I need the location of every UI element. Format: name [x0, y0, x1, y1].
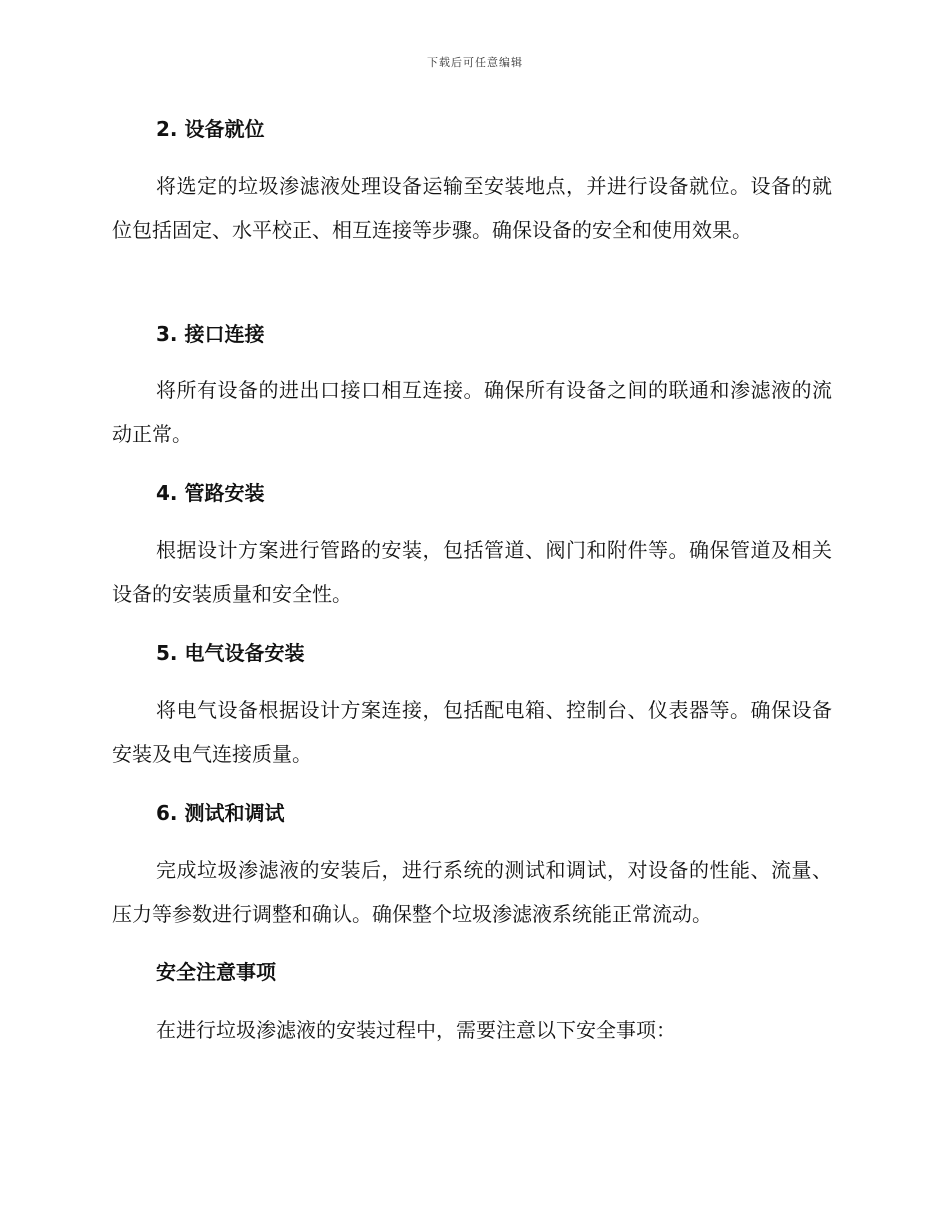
section-heading-safety-notes: 安全注意事项: [156, 960, 276, 984]
section-heading-electrical-installation: 5. 电气设备安装: [156, 641, 305, 665]
section-paragraph-pipeline-installation: 根据设计方案进行管路的安装，包括管道、阀门和附件等。确保管道及相关设备的安装质量和安全性。: [112, 538, 832, 606]
section-heading-interface-connection: 3. 接口连接: [156, 322, 265, 346]
page-header: 下载后可任意编辑: [427, 56, 523, 69]
section-paragraph-interface-connection: 将所有设备的进出口接口相互连接。确保所有设备之间的联通和渗滤液的流动正常。: [112, 378, 832, 446]
section-heading-testing: 6. 测试和调试: [156, 801, 285, 825]
section-paragraph-testing: 完成垃圾渗滤液的安装后，进行系统的测试和调试，对设备的性能、流量、压力等参数进行调整和确认。确保整个垃圾渗滤液系统能正常流动。: [112, 858, 832, 926]
section-paragraph-device-placement: 将选定的垃圾渗滤液处理设备运输至安装地点，并进行设备就位。设备的就位包括固定、水平校正、相互连接等步骤。确保设备的安全和使用效果。: [112, 174, 832, 242]
section-heading-pipeline-installation: 4. 管路安装: [156, 481, 265, 505]
section-heading-device-placement: 2. 设备就位: [156, 117, 265, 141]
section-paragraph-electrical-installation: 将电气设备根据设计方案连接，包括配电箱、控制台、仪表器等。确保设备安装及电气连接质量。: [112, 698, 832, 766]
section-paragraph-safety-notes: 在进行垃圾渗滤液的安装过程中，需要注意以下安全事项：: [156, 1018, 676, 1042]
